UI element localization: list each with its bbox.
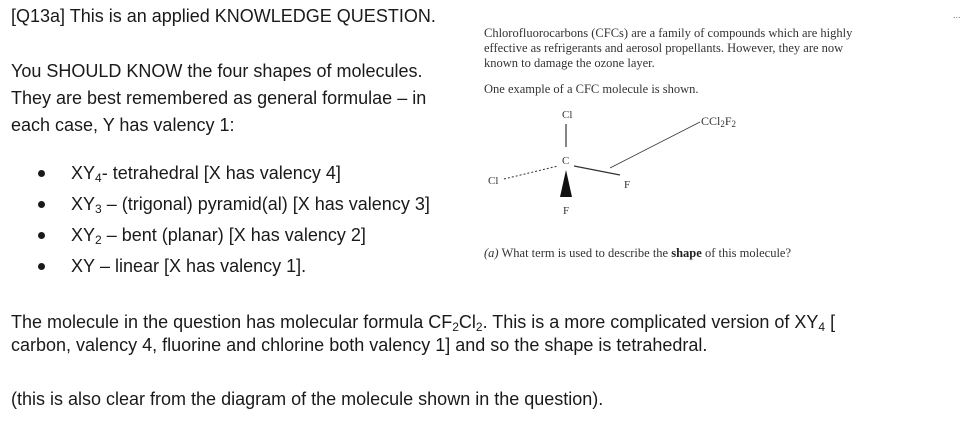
answer-line: carbon, valency 4, fluorine and chlorine both valency 1] and so the shape is tetrahedral.: [11, 335, 708, 355]
intro-paragraph: [11, 58, 481, 139]
list-item: $XY_3$ – (trigonal) pyramid(al) [X has valency 3]: [38, 193, 430, 224]
list-item: XY – linear [X has valency 1].: [38, 255, 430, 286]
intro-line: each case, Y has valency 1:: [11, 115, 235, 135]
atom-left: Cl: [488, 175, 499, 187]
atom-bottom: F: [563, 205, 570, 217]
intro-line: They are best remembered as general formulae – in: [11, 88, 427, 108]
molecule-diagram: [470, 100, 710, 225]
intro-line: You SHOULD KNOW the four shapes of molecules.: [11, 61, 423, 81]
question-line: effective as refrigerants and aerosol propellants. However, they are now: [484, 41, 844, 55]
corner-mark: ...: [953, 10, 961, 20]
atom-right: F: [624, 179, 631, 191]
bond-left-dashed: [504, 166, 558, 179]
list-item: $XY_4-$ tetrahedral [X has valency 4]: [38, 162, 430, 193]
label-leader-line: [610, 122, 700, 168]
answer-paragraph: [11, 311, 961, 357]
question-heading: [Q13a] This is an applied KNOWLEDGE QUESTION.: [11, 6, 436, 26]
atom-top: Cl: [562, 109, 573, 121]
molecule-formula-label: $CCl_2F_2$: [701, 114, 737, 129]
question-excerpt: [484, 26, 954, 71]
question-line: Chlorofluorocarbons (CFCs) are a family of compounds which are highly: [484, 26, 853, 40]
list-item: $XY_2$ – bent (planar) [X has valency 2]: [38, 224, 430, 255]
answer-line: The molecule in the question has molecular formula $CF_2Cl_2$. This is a more complicated version of $XY_4$ [: [11, 312, 836, 334]
question-part-a: (a) What term is used to describe the shape of this molecule?: [484, 246, 792, 260]
question-line: known to damage the ozone layer.: [484, 56, 655, 70]
bond-wedge: [560, 170, 572, 197]
question-example-line: One example of a CFC molecule is shown.: [484, 82, 699, 96]
bond-right: [574, 166, 620, 175]
shapes-list: [38, 162, 430, 286]
atom-center: C: [562, 155, 570, 167]
answer-note: (this is also clear from the diagram of the molecule shown in the question).: [11, 389, 604, 409]
